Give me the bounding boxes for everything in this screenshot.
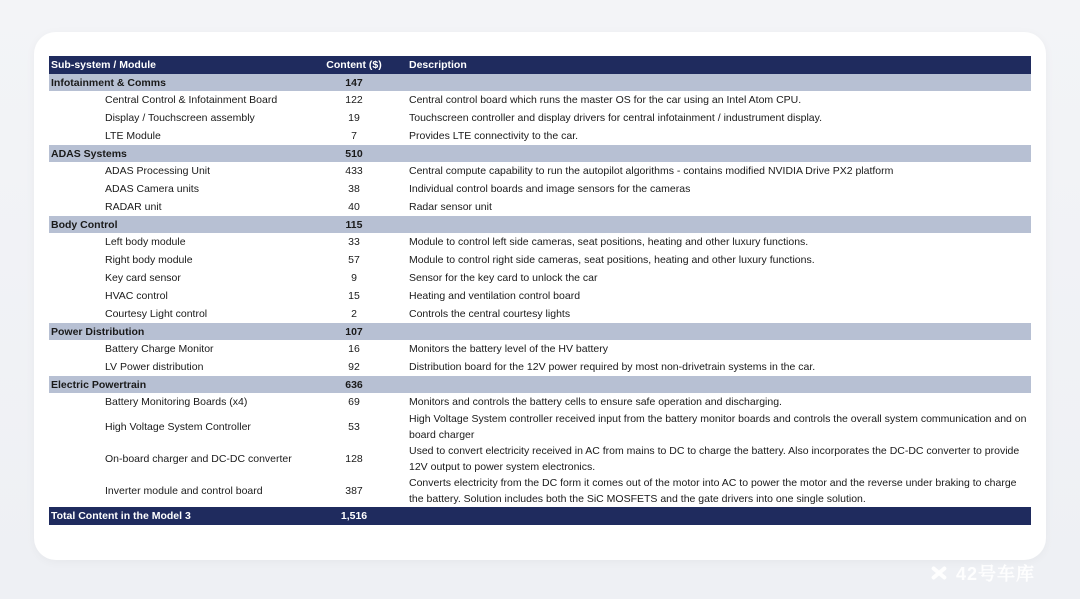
category-name: Infotainment & Comms — [49, 74, 309, 91]
module-name: High Voltage System Controller — [49, 411, 309, 443]
module-name: Inverter module and control board — [49, 475, 309, 507]
module-description: Module to control left side cameras, seat positions, heating and other luxury functions. — [399, 233, 1031, 251]
module-name: LV Power distribution — [49, 358, 309, 376]
module-name: RADAR unit — [49, 198, 309, 216]
table-row — [49, 411, 1031, 443]
module-description: Provides LTE connectivity to the car. — [399, 127, 1031, 145]
table-row — [49, 233, 1031, 251]
module-value: 433 — [309, 162, 399, 180]
category-row — [49, 216, 1031, 233]
table-row — [49, 305, 1031, 323]
table-row — [49, 251, 1031, 269]
module-value: 15 — [309, 287, 399, 305]
module-value: 7 — [309, 127, 399, 145]
module-description: High Voltage System controller received input from the battery monitor boards and controls the overall system communication and on board charger — [399, 411, 1031, 443]
module-name: Right body module — [49, 251, 309, 269]
module-description: Central control board which runs the master OS for the car using an Intel Atom CPU. — [399, 91, 1031, 109]
module-value: 122 — [309, 91, 399, 109]
category-name: Body Control — [49, 216, 309, 233]
category-name: Power Distribution — [49, 323, 309, 340]
category-row — [49, 323, 1031, 340]
module-name: Courtesy Light control — [49, 305, 309, 323]
module-value: 9 — [309, 269, 399, 287]
category-total: 510 — [309, 145, 399, 162]
table-row — [49, 443, 1031, 475]
module-description: Controls the central courtesy lights — [399, 305, 1031, 323]
table-row — [49, 91, 1031, 109]
category-total: 107 — [309, 323, 399, 340]
table-row — [49, 393, 1031, 411]
header-module: Sub-system / Module — [49, 56, 309, 74]
total-label: Total Content in the Model 3 — [49, 507, 309, 525]
module-value: 57 — [309, 251, 399, 269]
category-row — [49, 376, 1031, 393]
category-spacer — [399, 323, 1031, 340]
module-name: Key card sensor — [49, 269, 309, 287]
module-name: On-board charger and DC-DC converter — [49, 443, 309, 475]
category-total: 115 — [309, 216, 399, 233]
category-spacer — [399, 74, 1031, 91]
category-row — [49, 145, 1031, 162]
table-row — [49, 198, 1031, 216]
module-value: 69 — [309, 393, 399, 411]
module-name: ADAS Processing Unit — [49, 162, 309, 180]
module-name: HVAC control — [49, 287, 309, 305]
table-row — [49, 109, 1031, 127]
category-total: 147 — [309, 74, 399, 91]
content-table — [49, 56, 1031, 525]
module-name: LTE Module — [49, 127, 309, 145]
module-name: ADAS Camera units — [49, 180, 309, 198]
module-value: 128 — [309, 443, 399, 475]
module-description: Central compute capability to run the autopilot algorithms - contains modified NVIDIA Drive PX2 platform — [399, 162, 1031, 180]
module-name: Battery Charge Monitor — [49, 340, 309, 358]
category-row — [49, 74, 1031, 91]
total-row — [49, 507, 1031, 525]
module-description: Radar sensor unit — [399, 198, 1031, 216]
module-value: 40 — [309, 198, 399, 216]
category-spacer — [399, 216, 1031, 233]
header-description: Description — [399, 56, 1031, 74]
module-name: Display / Touchscreen assembly — [49, 109, 309, 127]
table-row — [49, 180, 1031, 198]
watermark-logo-icon — [928, 562, 950, 584]
module-description: Monitors the battery level of the HV battery — [399, 340, 1031, 358]
watermark-text: 42号车库 — [956, 564, 1036, 584]
module-description: Distribution board for the 12V power required by most non-drivetrain systems in the car. — [399, 358, 1031, 376]
module-description: Module to control right side cameras, seat positions, heating and other luxury functions. — [399, 251, 1031, 269]
table-row — [49, 162, 1031, 180]
module-value: 92 — [309, 358, 399, 376]
module-value: 53 — [309, 411, 399, 443]
module-value: 38 — [309, 180, 399, 198]
module-description: Heating and ventilation control board — [399, 287, 1031, 305]
module-value: 19 — [309, 109, 399, 127]
module-name: Left body module — [49, 233, 309, 251]
total-value: 1,516 — [309, 507, 399, 525]
table-body — [49, 74, 1031, 507]
table-row — [49, 340, 1031, 358]
table-row — [49, 287, 1031, 305]
module-value: 33 — [309, 233, 399, 251]
category-name: ADAS Systems — [49, 145, 309, 162]
header-content: Content ($) — [309, 56, 399, 74]
module-value: 16 — [309, 340, 399, 358]
module-description: Monitors and controls the battery cells to ensure safe operation and discharging. — [399, 393, 1031, 411]
module-description: Converts electricity from the DC form it comes out of the motor into AC to power the motor and the reverse under braking to charge the battery. Solution includes both the SiC MOSFETS and the gate drivers into one single solution. — [399, 475, 1031, 507]
table-header-row — [49, 56, 1031, 74]
module-description: Individual control boards and image sensors for the cameras — [399, 180, 1031, 198]
total-spacer — [399, 507, 1031, 525]
table-row — [49, 269, 1031, 287]
table-row — [49, 358, 1031, 376]
module-value: 2 — [309, 305, 399, 323]
category-spacer — [399, 145, 1031, 162]
category-total: 636 — [309, 376, 399, 393]
table-row — [49, 475, 1031, 507]
module-description: Touchscreen controller and display drivers for central infotainment / industrument display. — [399, 109, 1031, 127]
module-name: Battery Monitoring Boards (x4) — [49, 393, 309, 411]
module-description: Sensor for the key card to unlock the car — [399, 269, 1031, 287]
category-spacer — [399, 376, 1031, 393]
category-name: Electric Powertrain — [49, 376, 309, 393]
module-value: 387 — [309, 475, 399, 507]
module-name: Central Control & Infotainment Board — [49, 91, 309, 109]
table-row — [49, 127, 1031, 145]
watermark — [928, 560, 1035, 586]
module-description: Used to convert electricity received in AC from mains to DC to charge the battery. Also incorporates the DC-DC converter to provide 12V output to power system electronics. — [399, 443, 1031, 475]
